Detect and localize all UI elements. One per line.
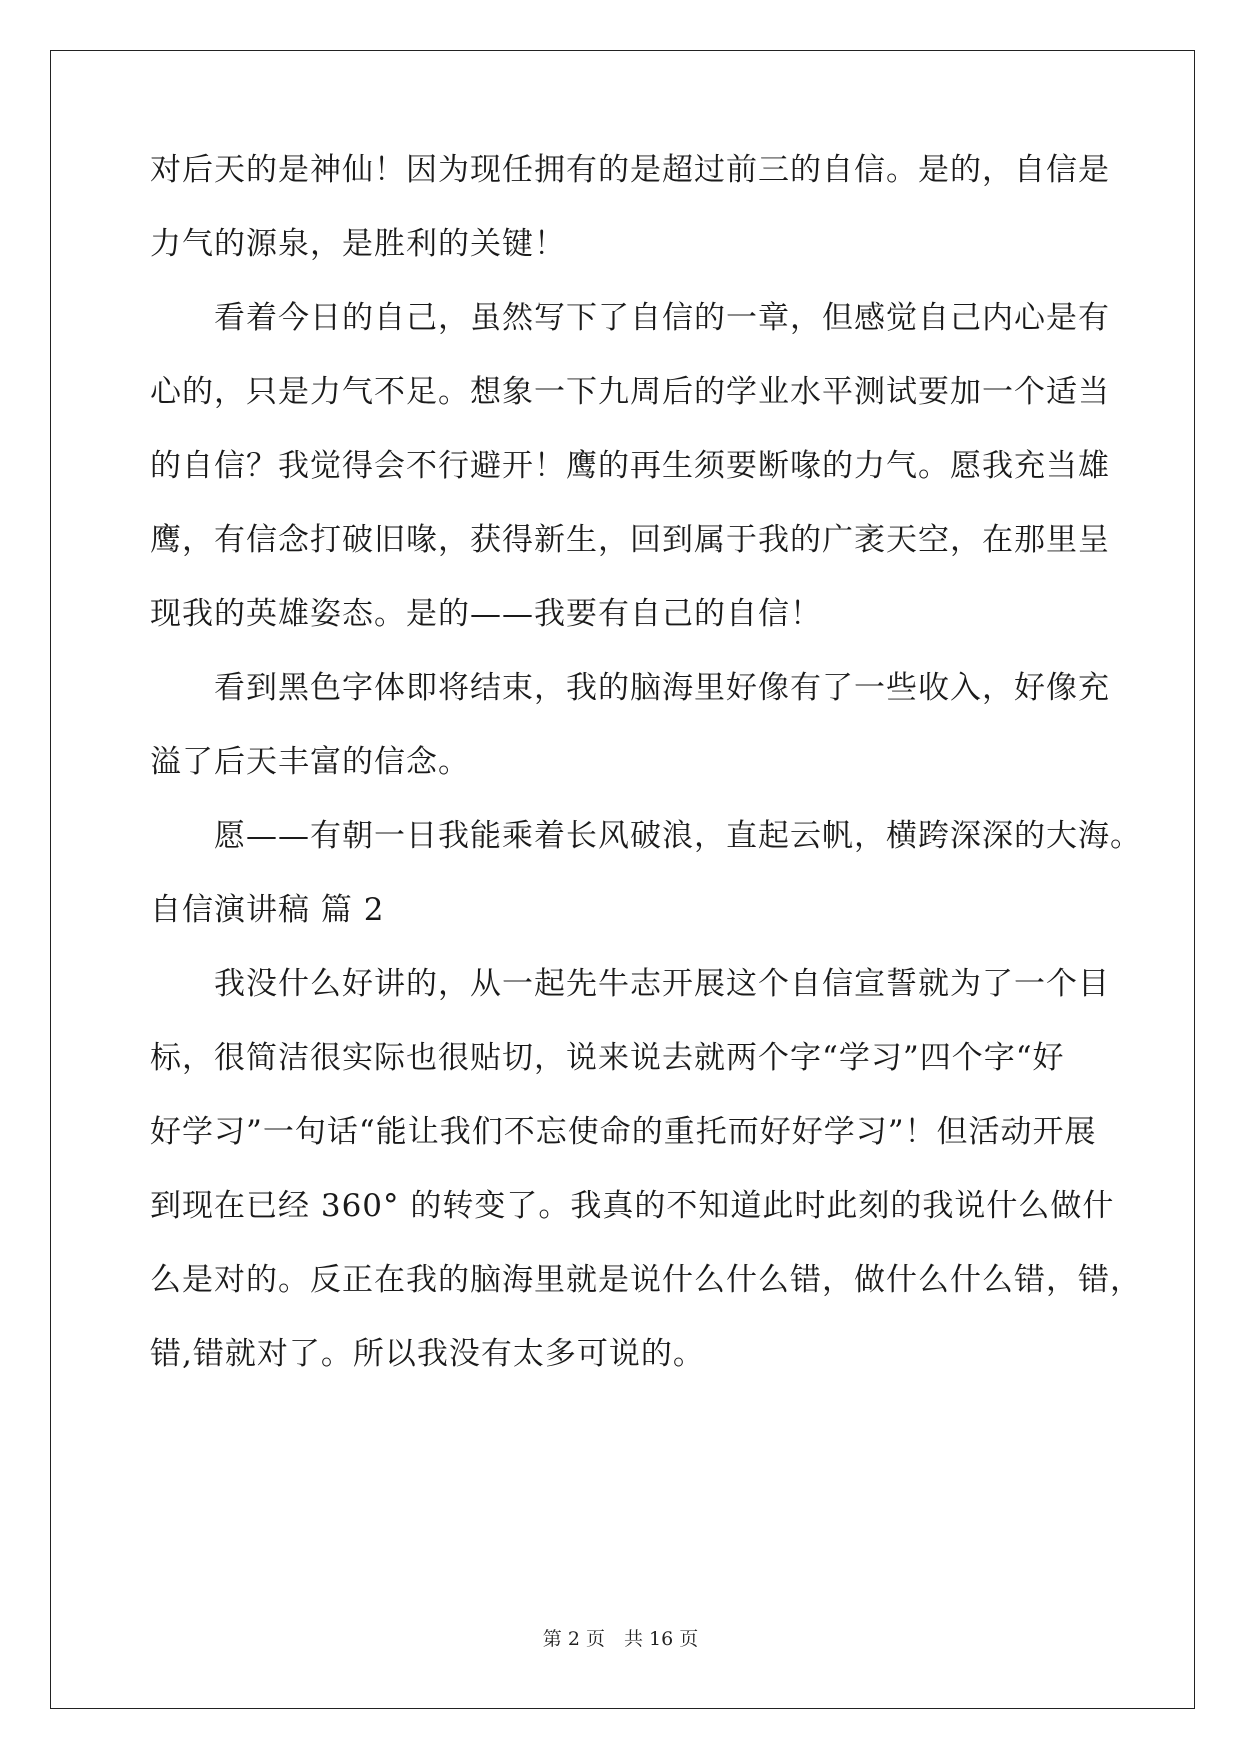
text-line: 的自信？我觉得会不行避开！鹰的再生须要断喙的力气。愿我充当雄 [150,448,1110,484]
text-line: 看到黑色字体即将结束，我的脑海里好像有了一些收入，好像充 [150,670,1110,706]
section-heading: 自信演讲稿 篇 2 [150,892,385,928]
text-line: 现我的英雄姿态。是的——我要有自己的自信！ [150,596,822,632]
text-line: 看着今日的自己，虽然写下了自信的一章，但感觉自己内心是有 [150,300,1110,336]
page-footer: 第 2 页 共 16 页 [542,1628,699,1650]
text-line: 好学习”一句话“能让我们不忘使命的重托而好好学习”！但活动开展 [150,1114,1097,1150]
text-line: 鹰，有信念打破旧喙，获得新生，回到属于我的广袤天空，在那里呈 [150,522,1110,558]
text-line: 到现在已经 360° 的转变了。我真的不知道此时此刻的我说什么做什 [150,1188,1115,1224]
text-line: 心的，只是力气不足。想象一下九周后的学业水平测试要加一个适当 [150,374,1110,410]
text-line: 我没什么好讲的，从一起先牛志开展这个自信宣誓就为了一个目 [150,966,1110,1002]
text-line: 愿——有朝一日我能乘着长风破浪，直起云帆，横跨深深的大海。 [150,818,1142,854]
text-line: 溢了后天丰富的信念。 [150,744,470,780]
text-line: 力气的源泉，是胜利的关键！ [150,226,566,262]
text-line: 对后天的是神仙！因为现任拥有的是超过前三的自信。是的，自信是 [150,152,1110,188]
text-line: 错,错就对了。所以我没有太多可说的。 [150,1336,705,1372]
text-line: 么是对的。反正在我的脑海里就是说什么什么错，做什么什么错，错， [150,1262,1142,1298]
text-line: 标，很简洁很实际也很贴切，说来说去就两个字“学习”四个字“好 [150,1040,1065,1076]
